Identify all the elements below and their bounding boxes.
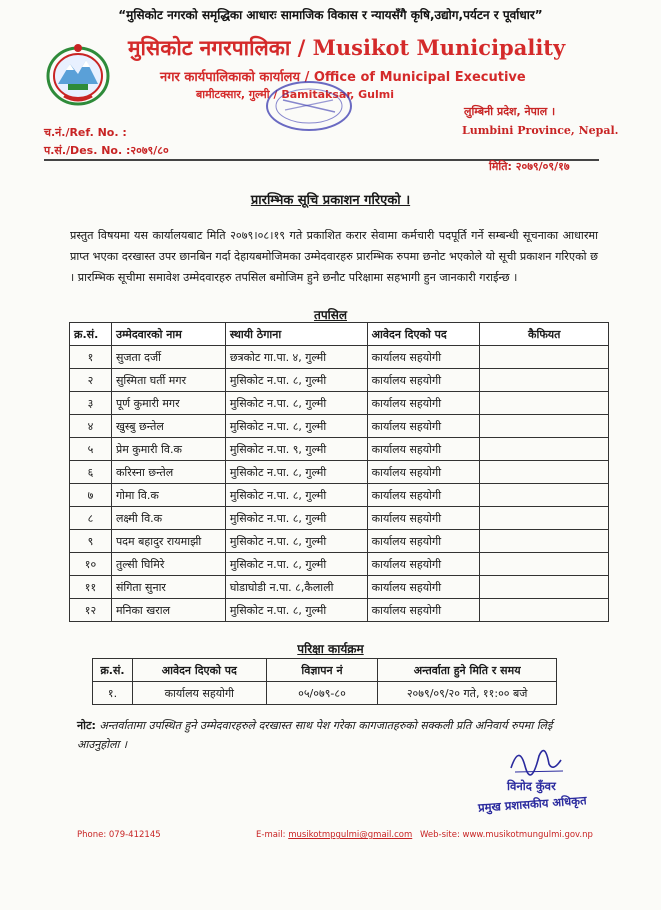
province-en: Lumbini Province, Nepal. <box>462 124 619 137</box>
exam-row <box>93 682 557 705</box>
table-row <box>70 507 609 530</box>
exam-sn: १. <box>93 682 133 705</box>
cell-address: मुसिकोट न.पा. ८, गुल्मी <box>225 530 367 553</box>
cell-sn: ४ <box>70 415 112 438</box>
cell-name: सुस्मिता घर्ती मगर <box>111 369 225 392</box>
header-post: आवेदन दिएको पद <box>367 323 480 346</box>
email-link[interactable]: musikotmpgulmi@gmail.com <box>288 830 413 840</box>
cell-post: कार्यालय सहयोगी <box>367 438 480 461</box>
cell-remarks <box>480 369 609 392</box>
cell-name: पदम बहादुर रायमाझी <box>111 530 225 553</box>
cell-name: करिस्ना छन्तेल <box>111 461 225 484</box>
table-header-row <box>70 323 609 346</box>
cell-address: मुसिकोट न.पा. ८, गुल्मी <box>225 415 367 438</box>
table-row <box>70 438 609 461</box>
cell-remarks <box>480 484 609 507</box>
cell-name: संगिता सुनार <box>111 576 225 599</box>
signer-role: प्रमुख प्रशासकीय अधिकृत <box>477 793 587 815</box>
exam-datetime: २०७९/०९/२० गते, ११:०० बजे <box>378 682 557 705</box>
cell-address: छत्रकोट गा.पा. ४, गुल्मी <box>225 346 367 369</box>
cell-name: तुल्सी घिमिरे <box>111 553 225 576</box>
motto: “मुसिकोट नगरको समृद्धिका आधारः सामाजिक विकास र न्यायसँगै कृषि,उद्योग,पर्यटन र पूर्वाधार” <box>118 8 543 22</box>
cell-sn: ११ <box>70 576 112 599</box>
cell-post: कार्यालय सहयोगी <box>367 530 480 553</box>
cell-name: सुजता दर्जी <box>111 346 225 369</box>
cell-address: मुसिकोट न.पा. ८, गुल्मी <box>225 599 367 622</box>
signer-name: विनोद कुँवर <box>507 779 556 793</box>
cell-post: कार्यालय सहयोगी <box>367 553 480 576</box>
cell-post: कार्यालय सहयोगी <box>367 346 480 369</box>
cell-remarks <box>480 599 609 622</box>
header-address: स्थायी ठेगाना <box>225 323 367 346</box>
cell-post: कार्यालय सहयोगी <box>367 599 480 622</box>
cell-sn: १२ <box>70 599 112 622</box>
des-number: प.सं./Des. No. :२०७९/८० <box>44 144 169 157</box>
cell-sn: १० <box>70 553 112 576</box>
cell-name: प्रेम कुमारी वि.क <box>111 438 225 461</box>
table-title: तपसिल <box>313 308 347 322</box>
exam-title: परिक्षा कार्यक्रम <box>297 642 364 656</box>
cell-address: मुसिकोट न.पा. ८, गुल्मी <box>225 553 367 576</box>
cell-address: मुसिकोट न.पा. ८, गुल्मी <box>225 392 367 415</box>
cell-name: मनिका खराल <box>111 599 225 622</box>
cell-sn: २ <box>70 369 112 392</box>
subtitle-separator: / <box>300 70 314 85</box>
cell-sn: १ <box>70 346 112 369</box>
note-text: अन्तर्वातामा उपस्थित हुने उम्मेदवारहरुले दरखास्त साथ पेश गरेका कागजातहरुको सक्कली प्रति अनिवार्य रुपमा लिई आउनुहोला । <box>77 719 553 751</box>
exam-post: कार्यालय सहयोगी <box>132 682 266 705</box>
table-row <box>70 346 609 369</box>
table-row <box>70 484 609 507</box>
cell-address: मुसिकोट न.पा. ८, गुल्मी <box>225 461 367 484</box>
cell-address: मुसिकोट न.पा. ८, गुल्मी <box>225 369 367 392</box>
candidates-table <box>69 322 609 622</box>
exam-ad-no: ०५/०७९-८० <box>266 682 378 705</box>
subtitle-np: नगर कार्यपालिकाको कार्यालय <box>160 70 301 85</box>
address-np: बामीटक्सार, गुल्मी <box>196 88 270 101</box>
cell-name: खुस्बु छन्तेल <box>111 415 225 438</box>
cell-post: कार्यालय सहयोगी <box>367 576 480 599</box>
nepal-emblem-icon <box>44 40 112 108</box>
cell-sn: ९ <box>70 530 112 553</box>
title-separator: / <box>290 36 313 60</box>
cell-remarks <box>480 438 609 461</box>
province-np: लुम्बिनी प्रदेश, नेपाल । <box>464 105 556 118</box>
table-row <box>70 369 609 392</box>
note-label: नोट: <box>77 719 96 732</box>
cell-remarks <box>480 461 609 484</box>
cell-sn: ७ <box>70 484 112 507</box>
table-row <box>70 415 609 438</box>
ref-number: च.नं./Ref. No. : <box>44 126 127 139</box>
municipality-title <box>128 34 565 62</box>
cell-post: कार्यालय सहयोगी <box>367 484 480 507</box>
cell-name: लक्ष्मी वि.क <box>111 507 225 530</box>
notice-paragraph: प्रस्तुत विषयमा यस कार्यालयबाट मिति २०७९।०८।१९ गते प्रकाशित करार सेवामा कर्मचारी पदपूर्ति गर्ने सम्बन्धी सूचनाका आधारमा प्राप्त भएका दरखास्त उपर छानबिन गर्दा देहायबमोजिमका उम्मेदवारहरु प्रारम्भिक रुपमा छनोट भएकोले यो सूची प्रकाशन गरिएको छ । प्रारम्भिक सूचीमा समावेश उम्मेदवारहरु तपसिल बमोजिम हुने छनौट परिक्षामा सहभागी हुन जानकारी गराईन्छ । <box>70 229 598 284</box>
office-stamp-icon <box>263 78 355 134</box>
exam-header-post: आवेदन दिएको पद <box>132 659 266 682</box>
cell-post: कार्यालय सहयोगी <box>367 507 480 530</box>
exam-header-sn: क्र.सं. <box>93 659 133 682</box>
cell-sn: ३ <box>70 392 112 415</box>
footer-email-label: E-mail: <box>256 830 286 840</box>
exam-header-datetime: अन्तर्वाता हुने मिति र समय <box>378 659 557 682</box>
table-row <box>70 461 609 484</box>
cell-post: कार्यालय सहयोगी <box>367 369 480 392</box>
cell-sn: ६ <box>70 461 112 484</box>
cell-remarks <box>480 576 609 599</box>
cell-remarks <box>480 530 609 553</box>
cell-post: कार्यालय सहयोगी <box>367 392 480 415</box>
footer-website[interactable]: Web-site: www.musikotmungulmi.gov.np <box>420 830 593 840</box>
table-row <box>70 576 609 599</box>
document-date: मिति: २०७९/०९/१७ <box>489 160 570 173</box>
subtitle-en: Office of Municipal Executive <box>313 70 526 85</box>
header-sn: क्र.सं. <box>70 323 112 346</box>
cell-sn: ५ <box>70 438 112 461</box>
exam-header-row <box>93 659 557 682</box>
cell-name: पूर्ण कुमारी मगर <box>111 392 225 415</box>
footer-phone: Phone: 079-412145 <box>77 830 161 840</box>
cell-remarks <box>480 507 609 530</box>
cell-address: मुसिकोट न.पा. ९, गुल्मी <box>225 438 367 461</box>
address-separator: / <box>269 88 282 101</box>
signature-icon <box>505 738 565 778</box>
cell-remarks <box>480 553 609 576</box>
header-remarks: कैफियत <box>480 323 609 346</box>
cell-remarks <box>480 415 609 438</box>
cell-name: गोमा वि.क <box>111 484 225 507</box>
notice-heading: प्रारम्भिक सूचि प्रकाशन गरिएको । <box>250 193 411 208</box>
cell-remarks <box>480 346 609 369</box>
table-row <box>70 530 609 553</box>
title-en: Musikot Municipality <box>312 35 566 60</box>
exam-table <box>92 658 557 705</box>
exam-header-ad-no: विज्ञापन नं <box>266 659 378 682</box>
cell-remarks <box>480 392 609 415</box>
title-np: मुसिकोट नगरपालिका <box>128 36 291 60</box>
cell-sn: ८ <box>70 507 112 530</box>
cell-address: मुसिकोट न.पा. ८, गुल्मी <box>225 484 367 507</box>
address-en: Bamitaksar, Gulmi <box>281 88 394 101</box>
cell-post: कार्यालय सहयोगी <box>367 415 480 438</box>
table-row <box>70 599 609 622</box>
footer-email <box>256 830 412 840</box>
cell-post: कार्यालय सहयोगी <box>367 461 480 484</box>
header-name: उम्मेदवारको नाम <box>111 323 225 346</box>
table-row <box>70 392 609 415</box>
cell-address: मुसिकोट न.पा. ८, गुल्मी <box>225 507 367 530</box>
cell-address: घोडाघोडी न.पा. ८,कैलाली <box>225 576 367 599</box>
table-row <box>70 553 609 576</box>
